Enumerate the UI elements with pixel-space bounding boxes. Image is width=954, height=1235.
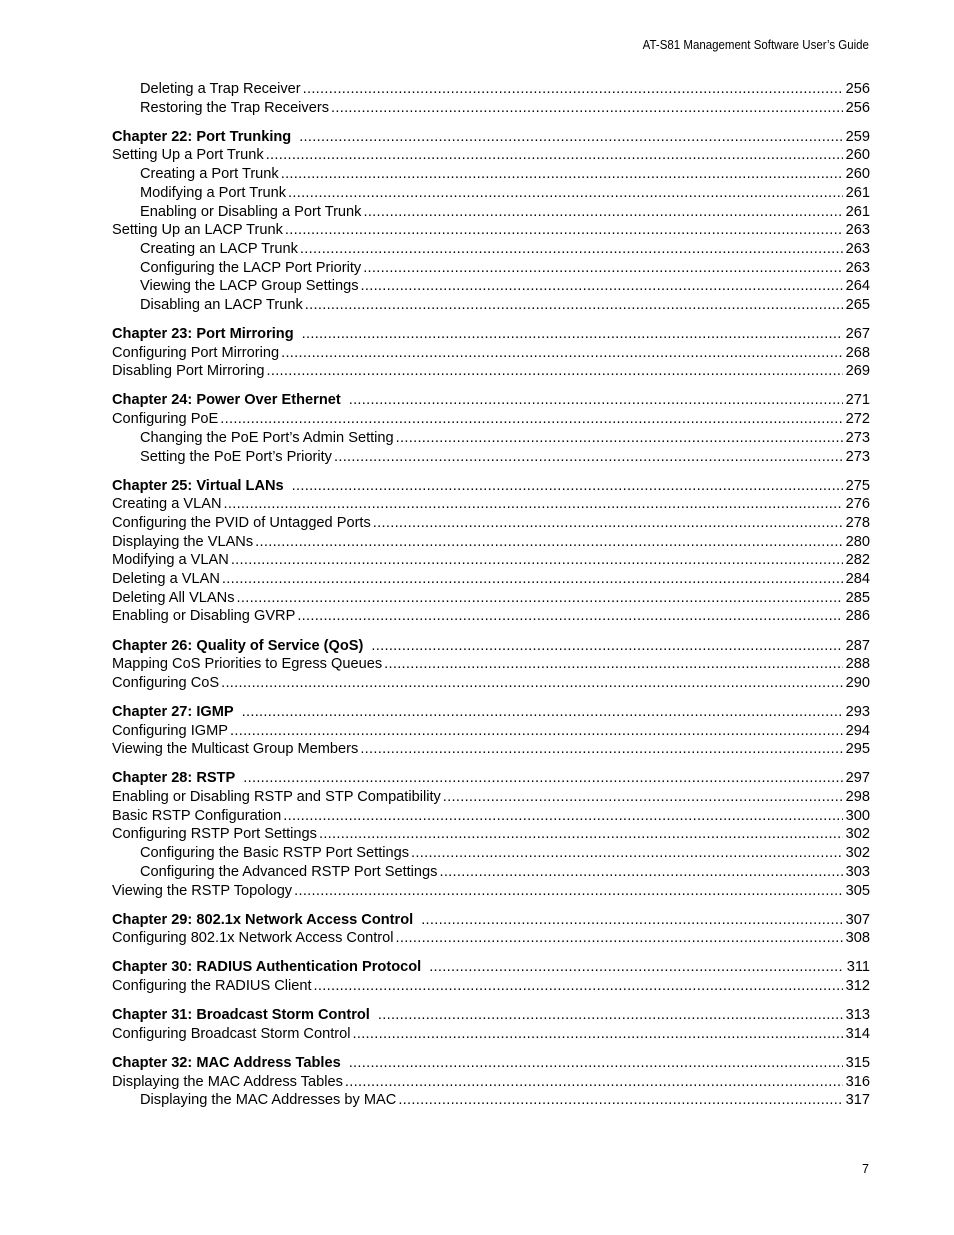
toc-entry-page: 287 <box>845 637 870 654</box>
toc-entry-page: 284 <box>845 571 870 588</box>
toc-entry-title: Basic RSTP Configuration <box>112 807 282 824</box>
toc-entry-page: 272 <box>845 411 870 428</box>
toc-entry-title: Creating an LACP Trunk <box>140 240 298 257</box>
dot-leader <box>384 655 843 674</box>
toc-entry-page: 256 <box>845 99 870 116</box>
toc-entry-title: Configuring RSTP Port Settings <box>112 826 317 843</box>
toc-section-entry <box>112 882 870 901</box>
toc-section-entry <box>112 589 870 608</box>
dot-leader <box>294 882 843 901</box>
toc-entry-title: Viewing the LACP Group Settings <box>140 278 359 295</box>
dot-leader <box>345 1073 843 1092</box>
toc-entry-page: 288 <box>845 656 870 673</box>
dot-leader <box>398 1091 842 1110</box>
toc-entry-page: 286 <box>845 608 870 625</box>
dot-leader <box>319 825 843 844</box>
toc-entry-page: 308 <box>845 930 870 947</box>
dot-leader <box>363 203 842 222</box>
toc-entry-title: Restoring the Trap Receivers <box>140 99 329 116</box>
toc-entry-title: Viewing the Multicast Group Members <box>112 741 359 758</box>
toc-entry-title: Modifying a Port Trunk <box>140 184 287 201</box>
toc-entry-page: 305 <box>845 882 870 899</box>
toc-entry-title: Deleting a Trap Receiver <box>140 81 301 97</box>
dot-leader <box>237 589 843 608</box>
dot-leader <box>224 495 843 514</box>
toc-section-entry <box>112 551 870 570</box>
toc-entry-title: Chapter 29: 802.1x Network Access Control <box>112 911 414 928</box>
dot-leader <box>222 570 843 589</box>
toc-entry-page: 278 <box>845 515 870 531</box>
toc-section-entry <box>112 977 870 996</box>
toc-entry-page: 280 <box>845 533 870 550</box>
toc-section-entry <box>112 99 870 118</box>
toc-entry-page: 260 <box>845 147 870 164</box>
dot-leader <box>443 788 843 807</box>
toc-section-entry <box>112 844 870 863</box>
toc-section-entry <box>112 570 870 589</box>
dot-leader <box>297 607 842 626</box>
table-of-contents <box>112 80 870 1110</box>
toc-entry-title: Chapter 30: RADIUS Authentication Protocol <box>112 959 422 976</box>
dot-leader <box>230 722 843 741</box>
toc-entry-title: Chapter 28: RSTP <box>112 770 236 787</box>
toc-entry-title: Configuring IGMP <box>112 722 228 739</box>
dot-leader <box>281 165 843 184</box>
toc-entry-page: 295 <box>845 741 870 758</box>
toc-entry-page: 273 <box>845 429 870 446</box>
toc-entry-page: 259 <box>845 128 870 145</box>
toc-entry-page: 302 <box>845 845 870 862</box>
toc-entry-title: Chapter 27: IGMP <box>112 703 234 720</box>
dot-leader <box>396 429 843 448</box>
dot-leader <box>281 344 843 363</box>
toc-section-entry <box>112 514 870 533</box>
toc-section-entry <box>112 929 870 948</box>
toc-entry-page: 261 <box>845 184 870 201</box>
toc-entry-page: 260 <box>845 166 870 183</box>
dot-leader <box>371 637 842 656</box>
dot-leader <box>334 448 843 467</box>
toc-entry-page: 311 <box>846 959 870 976</box>
toc-chapter-entry <box>112 911 870 930</box>
toc-entry-title: Deleting All VLANs <box>112 589 235 606</box>
dot-leader <box>221 674 843 693</box>
toc-entry-title: Configuring the Advanced RSTP Port Settings <box>140 863 438 880</box>
toc-section-entry <box>112 655 870 674</box>
toc-section-entry <box>112 80 870 99</box>
toc-entry-page: 263 <box>845 240 870 257</box>
toc-section-entry <box>112 1091 870 1110</box>
toc-section-entry <box>112 429 870 448</box>
toc-entry-page: 265 <box>845 296 870 313</box>
toc-section-entry <box>112 448 870 467</box>
dot-leader <box>255 533 842 552</box>
toc-entry-page: 269 <box>845 363 870 380</box>
dot-leader <box>242 703 843 722</box>
toc-entry-page: 256 <box>845 81 870 97</box>
toc-entry-title: Configuring the PVID of Untagged Ports <box>112 515 371 531</box>
toc-entry-page: 314 <box>845 1025 870 1042</box>
toc-entry-page: 298 <box>845 789 870 806</box>
toc-entry-page: 261 <box>845 203 870 220</box>
toc-section-entry <box>112 740 870 759</box>
toc-entry-title: Disabling an LACP Trunk <box>140 296 303 313</box>
dot-leader <box>305 296 843 315</box>
toc-entry-title: Chapter 32: MAC Address Tables <box>112 1054 341 1071</box>
toc-chapter-entry <box>112 325 870 344</box>
toc-entry-title: Chapter 31: Broadcast Storm Control <box>112 1007 370 1024</box>
toc-entry-title: Enabling or Disabling a Port Trunk <box>140 203 362 220</box>
toc-entry-page: 268 <box>845 344 870 361</box>
toc-section-entry <box>112 296 870 315</box>
toc-chapter-entry <box>112 769 870 788</box>
toc-chapter-entry <box>112 128 870 147</box>
toc-entry-page: 293 <box>845 703 870 720</box>
toc-entry-title: Configuring Port Mirroring <box>112 344 280 361</box>
toc-section-entry <box>112 722 870 741</box>
dot-leader <box>300 240 843 259</box>
toc-entry-title: Changing the PoE Port’s Admin Setting <box>140 429 394 446</box>
running-header: AT-S81 Management Software User’s Guide <box>642 38 869 52</box>
dot-leader <box>285 221 843 240</box>
toc-chapter-entry <box>112 637 870 656</box>
toc-entry-page: 313 <box>845 1007 870 1024</box>
toc-section-entry <box>112 184 870 203</box>
toc-entry-page: 275 <box>845 477 870 494</box>
dot-leader <box>299 128 842 147</box>
toc-chapter-entry <box>112 958 870 977</box>
toc-entry-page: 294 <box>845 722 870 739</box>
dot-leader <box>395 929 842 948</box>
toc-chapter-entry <box>112 703 870 722</box>
dot-leader <box>378 1006 843 1025</box>
toc-entry-title: Configuring 802.1x Network Access Control <box>112 930 394 947</box>
toc-section-entry <box>112 674 870 693</box>
dot-leader <box>373 514 843 533</box>
toc-entry-title: Modifying a VLAN <box>112 552 229 569</box>
toc-section-entry <box>112 1025 870 1044</box>
dot-leader <box>331 99 843 118</box>
page-number: 7 <box>862 1162 869 1176</box>
toc-entry-title: Configuring the Basic RSTP Port Settings <box>140 845 410 862</box>
toc-entry-title: Configuring Broadcast Storm Control <box>112 1025 351 1042</box>
dot-leader <box>361 277 843 296</box>
dot-leader <box>314 977 843 996</box>
toc-entry-page: 263 <box>845 259 870 276</box>
toc-entry-page: 316 <box>845 1073 870 1090</box>
toc-entry-title: Displaying the MAC Address Tables <box>112 1073 343 1090</box>
toc-entry-title: Setting Up an LACP Trunk <box>112 222 283 239</box>
dot-leader <box>352 1025 842 1044</box>
toc-entry-title: Deleting a VLAN <box>112 571 220 588</box>
toc-entry-title: Setting the PoE Port’s Priority <box>140 448 332 465</box>
toc-section-entry <box>112 863 870 882</box>
toc-section-entry <box>112 344 870 363</box>
toc-entry-title: Displaying the VLANs <box>112 533 254 550</box>
toc-section-entry <box>112 277 870 296</box>
toc-chapter-entry <box>112 391 870 410</box>
toc-chapter-entry <box>112 1054 870 1073</box>
toc-entry-page: 263 <box>845 222 870 239</box>
toc-entry-page: 276 <box>845 496 870 513</box>
toc-entry-page: 264 <box>845 278 870 295</box>
dot-leader <box>243 769 842 788</box>
toc-entry-title: Creating a Port Trunk <box>140 166 279 183</box>
dot-leader <box>288 184 843 203</box>
toc-section-entry <box>112 807 870 826</box>
toc-entry-title: Configuring CoS <box>112 674 220 691</box>
dot-leader <box>429 958 844 977</box>
toc-entry-title: Configuring PoE <box>112 411 219 428</box>
toc-section-entry <box>112 240 870 259</box>
toc-entry-page: 297 <box>845 770 870 787</box>
toc-section-entry <box>112 1073 870 1092</box>
toc-entry-page: 285 <box>845 589 870 606</box>
dot-leader <box>283 807 842 826</box>
toc-entry-title: Displaying the MAC Addresses by MAC <box>140 1092 397 1109</box>
toc-entry-title: Enabling or Disabling GVRP <box>112 608 296 625</box>
toc-entry-title: Chapter 25: Virtual LANs <box>112 477 284 494</box>
toc-entry-page: 317 <box>845 1092 870 1109</box>
toc-section-entry <box>112 788 870 807</box>
toc-section-entry <box>112 495 870 514</box>
toc-entry-page: 282 <box>845 552 870 569</box>
dot-leader <box>220 410 842 429</box>
toc-entry-title: Configuring the RADIUS Client <box>112 978 312 995</box>
toc-entry-page: 290 <box>845 674 870 691</box>
toc-section-entry <box>112 165 870 184</box>
dot-leader <box>302 325 843 344</box>
dot-leader <box>231 551 843 570</box>
toc-entry-page: 302 <box>845 826 870 843</box>
toc-section-entry <box>112 221 870 240</box>
toc-section-entry <box>112 259 870 278</box>
toc-entry-page: 267 <box>845 326 870 343</box>
toc-entry-page: 271 <box>845 392 870 409</box>
toc-section-entry <box>112 203 870 222</box>
toc-chapter-entry <box>112 477 870 496</box>
toc-section-entry <box>112 410 870 429</box>
dot-leader <box>411 844 843 863</box>
dot-leader <box>363 259 842 278</box>
toc-entry-page: 303 <box>845 863 870 880</box>
dot-leader <box>349 1054 843 1073</box>
toc-chapter-entry <box>112 1006 870 1025</box>
toc-entry-title: Chapter 26: Quality of Service (QoS) <box>112 637 364 654</box>
toc-entry-page: 315 <box>845 1054 870 1071</box>
toc-entry-title: Chapter 23: Port Mirroring <box>112 326 294 343</box>
toc-entry-page: 312 <box>845 978 870 995</box>
toc-entry-page: 300 <box>845 807 870 824</box>
toc-entry-title: Chapter 22: Port Trunking <box>112 128 292 145</box>
toc-entry-title: Viewing the RSTP Topology <box>112 882 293 899</box>
toc-entry-title: Setting Up a Port Trunk <box>112 147 264 164</box>
toc-entry-title: Configuring the LACP Port Priority <box>140 259 362 276</box>
dot-leader <box>349 391 843 410</box>
toc-entry-page: 273 <box>845 448 870 465</box>
toc-section-entry <box>112 146 870 165</box>
dot-leader <box>266 362 842 381</box>
toc-entry-title: Disabling Port Mirroring <box>112 363 265 380</box>
toc-section-entry <box>112 362 870 381</box>
toc-entry-title: Creating a VLAN <box>112 496 222 513</box>
toc-section-entry <box>112 607 870 626</box>
dot-leader <box>292 477 843 496</box>
toc-entry-title: Chapter 24: Power Over Ethernet <box>112 392 341 409</box>
toc-entry-title: Enabling or Disabling RSTP and STP Compatibility <box>112 789 441 806</box>
dot-leader <box>360 740 842 759</box>
toc-section-entry <box>112 533 870 552</box>
toc-entry-page: 307 <box>845 911 870 928</box>
dot-leader <box>421 911 842 930</box>
dot-leader <box>266 146 843 165</box>
dot-leader <box>303 80 843 99</box>
toc-section-entry <box>112 825 870 844</box>
dot-leader <box>439 863 842 882</box>
toc-entry-title: Mapping CoS Priorities to Egress Queues <box>112 656 383 673</box>
